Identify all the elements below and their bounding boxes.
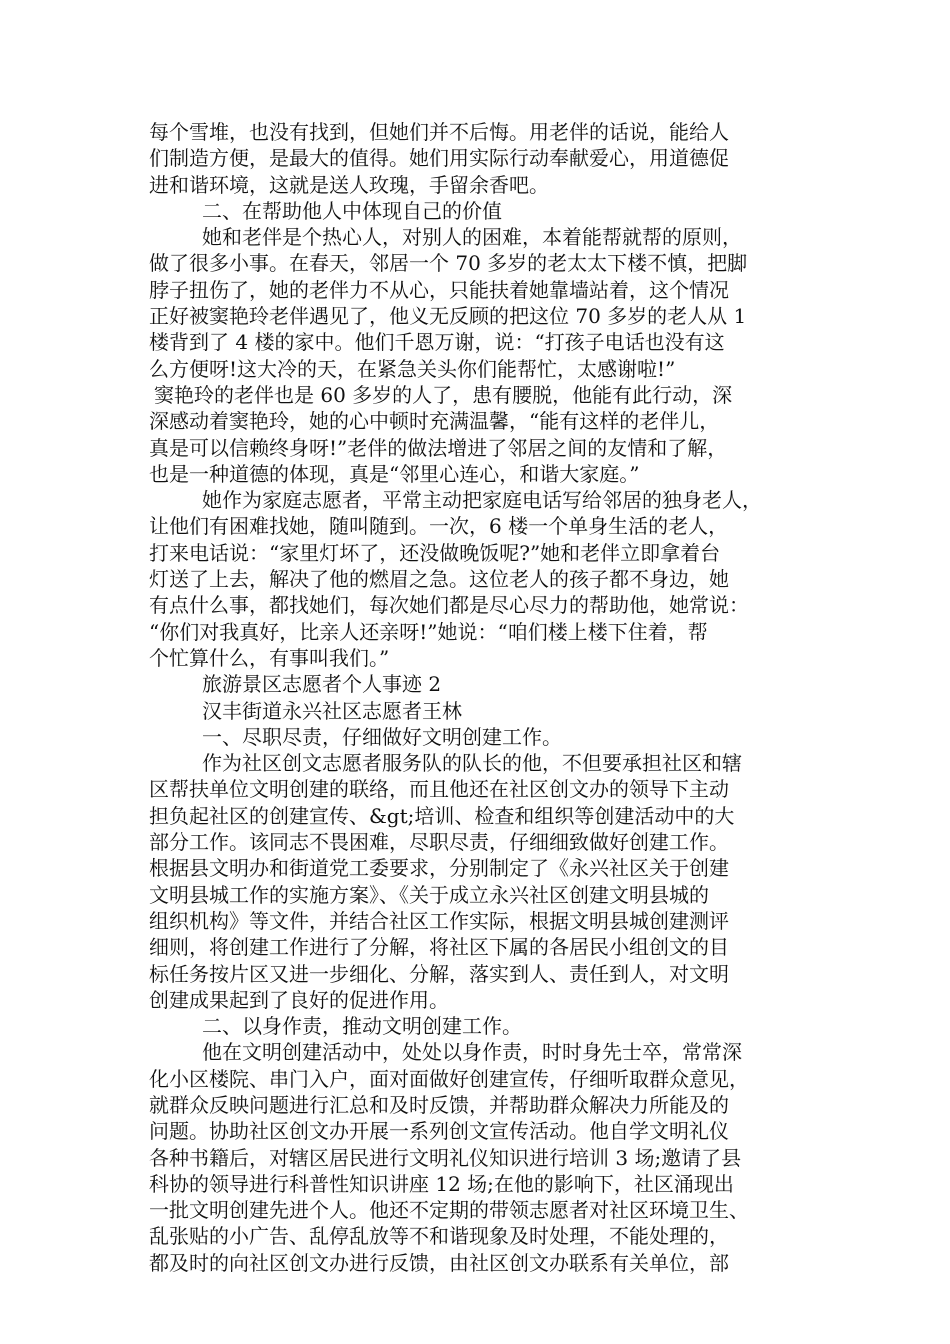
- text-line: 一批文明创建先进个人。他还不定期的带领志愿者对社区环境卫生、: [149, 1198, 749, 1223]
- text-line: 深感动着窦艳玲，她的心中顿时充满温馨，“能有这样的老伴儿，: [149, 409, 720, 434]
- text-line: 她和老伴是个热心人，对别人的困难，本着能帮就帮的原则，: [202, 225, 742, 250]
- text-line: 部分工作。该同志不畏困难，尽职尽责，仔细细致做好创建工作。: [149, 830, 729, 855]
- text-line: 打来电话说：“家里灯坏了，还没做晚饭呢?”她和老伴立即拿着台: [149, 540, 721, 565]
- text-line: 进和谐环境，这就是送人玫瑰，手留余香吧。: [149, 172, 549, 197]
- text-line: 细则，将创建工作进行了分解，将社区下属的各居民小组创文的目: [149, 935, 729, 960]
- text-line: 真是可以信赖终身呀!”老伴的做法增进了邻居之间的友情和了解，: [149, 435, 728, 460]
- text-line: 化小区楼院、串门入户，面对面做好创建宣传，仔细听取群众意见，: [149, 1066, 749, 1091]
- text-line: 她作为家庭志愿者，平常主动把家庭电话写给邻居的独身老人，: [202, 488, 762, 513]
- text-line: 问题。协助社区创文办开展一系列创文宣传活动。他自学文明礼仪: [149, 1119, 729, 1144]
- text-line: 作为社区创文志愿者服务队的队长的他，不但要承担社区和辖: [202, 751, 742, 776]
- text-line: 创建成果起到了良好的促进作用。: [149, 987, 449, 1012]
- text-line: 们制造方便，是最大的值得。她们用实际行动奉献爱心，用道德促: [149, 146, 729, 171]
- text-line: 灯送了上去，解决了他的燃眉之急。这位老人的孩子都不身边，她: [149, 567, 729, 592]
- text-line: 担负起社区的创建宣传、&gt;培训、检查和组织等创建活动中的大: [149, 803, 735, 828]
- text-line: 汉丰街道永兴社区志愿者王林: [202, 698, 462, 723]
- text-line: 区帮扶单位文明创建的联络，而且他还在社区创文办的领导下主动: [149, 777, 729, 802]
- text-line: 二、以身作责，推动文明创建工作。: [202, 1014, 522, 1039]
- text-line: “你们对我真好，比亲人还亲呀!”她说：“咱们楼上楼下住着，帮: [149, 619, 708, 644]
- text-line: 乱张贴的小广告、乱停乱放等不和谐现象及时处理，不能处理的，: [149, 1224, 729, 1249]
- text-line: 脖子扭伤了，她的老伴力不从心，只能扶着她靠墙站着，这个情况: [149, 277, 729, 302]
- text-line: 都及时的向社区创文办进行反馈，由社区创文办联系有关单位，部: [149, 1250, 729, 1275]
- text-line: 二、在帮助他人中体现自己的价值: [202, 198, 502, 223]
- text-line: 文明县城工作的实施方案》、《关于成立永兴社区创建文明县城的: [149, 882, 709, 907]
- text-line: 窦艳玲的老伴也是 60 多岁的人了，患有腰脱，他能有此行动，深: [154, 382, 733, 407]
- text-line: 做了很多小事。在春天，邻居一个 70 多岁的老太太下楼不慎，把脚: [149, 251, 748, 276]
- document-body: [149, 119, 809, 1276]
- text-line: 就群众反映问题进行汇总和及时反馈，并帮助群众解决力所能及的: [149, 1092, 729, 1117]
- text-line: 他在文明创建活动中，处处以身作责，时时身先士卒，常常深: [202, 1040, 742, 1065]
- text-line: 有点什么事，都找她们，每次她们都是尽心尽力的帮助他，她常说：: [149, 593, 749, 618]
- text-line: 每个雪堆，也没有找到，但她们并不后悔。用老伴的话说，能给人: [149, 120, 729, 144]
- text-line: 组织机构》等文件，并结合社区工作实际，根据文明县城创建测评: [149, 908, 729, 933]
- text-line: 正好被窦艳玲老伴遇见了，他义无反顾的把这位 70 多岁的老人从 1: [149, 304, 747, 329]
- text-line: 标任务按片区又进一步细化、分解，落实到人、责任到人，对文明: [149, 961, 729, 986]
- text-line: 让他们有困难找她，随叫随到。一次，6 楼一个单身生活的老人，: [149, 514, 729, 539]
- text-line: 旅游景区志愿者个人事迹 2: [202, 672, 442, 697]
- text-line: 一、尽职尽责，仔细做好文明创建工作。: [202, 724, 562, 749]
- text-line: 楼背到了 4 楼的家中。他们千恩万谢，说：“打孩子电话也没有这: [149, 330, 725, 355]
- text-line: 个忙算什么，有事叫我们。”: [149, 645, 390, 670]
- text-line: 么方便呀!这大冷的天，在紧急关头你们能帮忙，太感谢啦!”: [149, 356, 676, 381]
- text-line: 各种书籍后，对辖区居民进行文明礼仪知识进行培训 3 场;邀请了县: [149, 1145, 742, 1170]
- text-line: 科协的领导进行科普性知识讲座 12 场;在他的影响下，社区涌现出: [149, 1171, 734, 1196]
- text-line: 也是一种道德的体现，真是“邻里心连心，和谐大家庭。”: [149, 461, 640, 486]
- text-line: 根据县文明办和街道党工委要求，分别制定了《永兴社区关于创建: [149, 856, 729, 881]
